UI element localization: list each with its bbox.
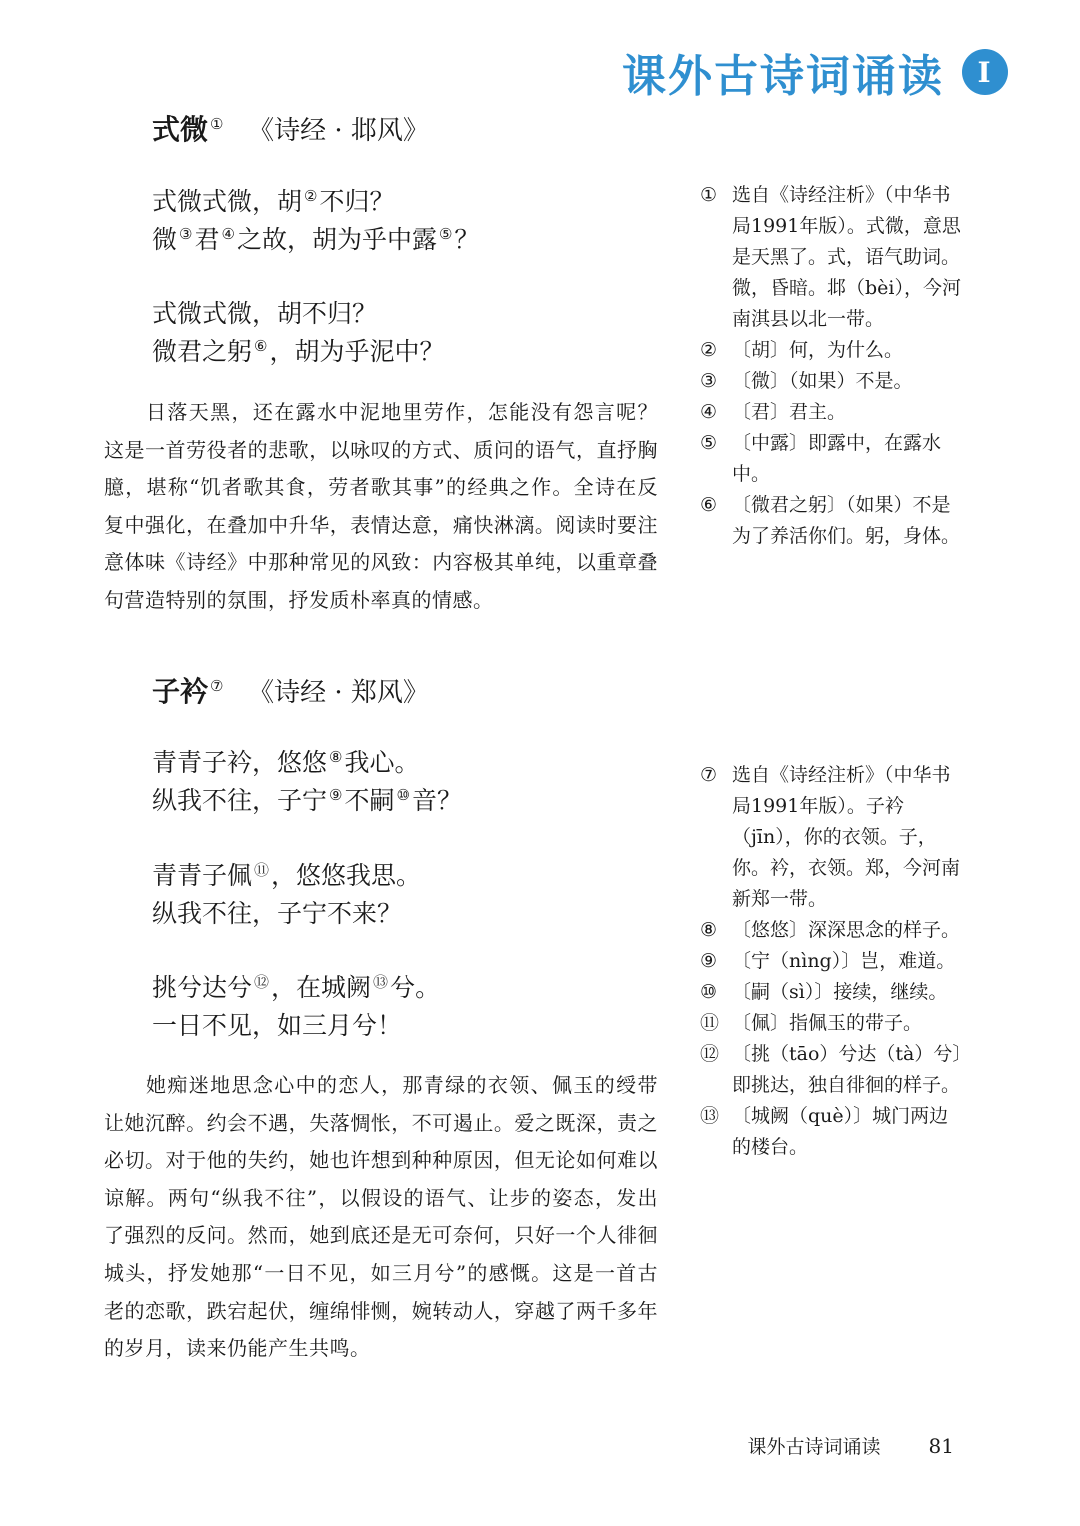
footnote-text: 〔君〕君主。: [732, 401, 847, 423]
poem-line: [152, 857, 421, 895]
text: 微: [152, 225, 178, 254]
footnote-text: 〔微〕（如果）不是。: [732, 370, 913, 392]
poem1-stanza-2: [152, 295, 444, 371]
footnote: [700, 946, 962, 977]
poem-line: [152, 183, 479, 221]
note-ref: ⑬: [373, 972, 389, 991]
footnote: [700, 1039, 962, 1101]
note-ref: ⑨: [329, 785, 343, 804]
section-title: 课外古诗词诵读: [622, 51, 944, 102]
section-header: [622, 40, 1008, 104]
footnote-number: ⑤: [700, 432, 718, 454]
section-badge: I: [962, 49, 1008, 95]
footnote-text: 〔宁（nìng）〕岂，难道。: [732, 950, 956, 972]
text: 青青子衿，悠悠: [152, 748, 328, 777]
footnote-number: ②: [700, 339, 718, 361]
text: 青青子佩: [152, 861, 253, 890]
note-ref: ⑧: [329, 747, 343, 766]
note-ref: ⑪: [254, 860, 270, 879]
footnote-number: ⑨: [700, 950, 718, 972]
footnote-number: ③: [700, 370, 718, 392]
poem2-source: 《诗经 · 郑风》: [248, 678, 429, 708]
footnote-number: ④: [700, 401, 718, 423]
poem1-name: 式微: [152, 113, 209, 146]
note-ref: ⑫: [254, 972, 270, 991]
note-ref: ⑥: [254, 336, 268, 355]
note-ref: ②: [304, 186, 318, 205]
footnote: [700, 397, 962, 428]
footnote-number: ⑬: [700, 1105, 720, 1127]
footnote-text: 〔嗣（sì）〕接续，继续。: [732, 981, 948, 1003]
text: 式微式微，胡: [152, 187, 303, 216]
footnote: [700, 428, 962, 490]
footnote-text: 选自《诗经注析》（中华书局1991年版）。子衿（jīn），你的衣领。子，你。衿，衣领。郑，今河南新郑一带。: [732, 764, 961, 910]
poem-line: [152, 782, 462, 820]
footnote-number: ①: [700, 184, 718, 206]
text: 不嗣: [344, 786, 395, 815]
footnote-text: 〔挑（tāo）兮达（tà）兮〕即挑达，独自徘徊的样子。: [732, 1043, 962, 1096]
text: 不归？: [319, 187, 395, 216]
footnote: [700, 366, 962, 397]
footnote-text: 〔微君之躬〕（如果）不是为了养活你们。躬，身体。: [732, 494, 961, 547]
poem-line: [152, 744, 462, 782]
footer-label: 课外古诗词诵读: [747, 1436, 881, 1458]
footnote-text: 〔胡〕何，为什么。: [732, 339, 904, 361]
poem-line: [152, 333, 444, 371]
footnote-number: ⑩: [700, 981, 718, 1003]
note-ref: ⑩: [396, 785, 410, 804]
text: 君: [194, 225, 220, 254]
text: 纵我不往，子宁: [152, 786, 328, 815]
note-ref: ④: [221, 224, 235, 243]
footnote-number: ⑥: [700, 494, 718, 516]
text: 之故，胡为乎中露: [236, 225, 437, 254]
poem1-title: [152, 108, 429, 148]
poem2-stanza-3: [152, 969, 440, 1045]
poem2-commentary: 她痴迷地思念心中的恋人，那青绿的衣领、佩玉的绶带让她沉醉。约会不遇，失落惆怅，不可遏止。爱之既深，责之必切。对于他的失约，她也许想到种种原因，但无论如何难以谅解。两句“纵我不往”，以假设的语气、让步的姿态，发出了强烈的反问。然而，她到底还是无可奈何，只好一个人徘徊城头，抒发她那“一日不见，如三月兮”的感慨。这是一首古老的恋歌，跌宕起伏，缠绵悱恻，婉转动人，穿越了两千多年的岁月，读来仍能产生共鸣。: [104, 1073, 658, 1361]
note-ref: ③: [179, 224, 193, 243]
text: ，胡为乎泥中？: [269, 337, 445, 366]
poem2-stanza-1: [152, 744, 462, 820]
footnote: [700, 1008, 962, 1039]
poem1-commentary: 日落天黑，还在露水中泥地里劳作，怎能没有怨言呢？这是一首劳役者的悲歌，以咏叹的方式、质问的语气，直抒胸臆，堪称“饥者歌其食，劳者歌其事”的经典之作。全诗在反复中强化，在叠加中升华，表情达意，痛快淋漓。阅读时要注意体味《诗经》中那种常见的风致：内容极其单纯，以重章叠句营造特别的氛围，抒发质朴率真的情感。: [104, 400, 658, 612]
footnote-text: 〔中露〕即露中，在露水中。: [732, 432, 942, 485]
poem1-title-note: ①: [210, 115, 224, 133]
poem2-stanza-2: [152, 857, 421, 933]
notes-poem2: [700, 760, 962, 1163]
page-footer: [748, 1432, 954, 1459]
poem2-title-note: ⑦: [210, 677, 224, 695]
poem-line: 式微式微，胡不归？: [152, 299, 378, 328]
text: ，在城阙: [271, 973, 372, 1002]
footnote: [700, 335, 962, 366]
footnote: [700, 180, 962, 335]
text: 挑兮达兮: [152, 973, 253, 1002]
text: ？: [454, 225, 480, 254]
notes-poem1: [700, 180, 962, 552]
footnote-text: 〔悠悠〕深深思念的样子。: [732, 919, 961, 941]
note-ref: ⑤: [438, 224, 453, 243]
poem2-name: 子衿: [152, 675, 209, 708]
poem2-title: [152, 670, 429, 710]
poem1-stanza-1: [152, 183, 479, 259]
footnote-text: 〔佩〕指佩玉的带子。: [732, 1012, 923, 1034]
text: ，悠悠我思。: [271, 861, 422, 890]
poem1-source: 《诗经 · 邶风》: [248, 116, 429, 146]
footnote: [700, 490, 962, 552]
footnote: [700, 1101, 962, 1163]
poem-line: 一日不见，如三月兮！: [152, 1011, 403, 1040]
poem-line: [152, 221, 479, 259]
footnote-number: ⑦: [700, 764, 718, 786]
text: 我心。: [344, 748, 420, 777]
footnote-number: ⑧: [700, 919, 718, 941]
page-number: 81: [928, 1434, 954, 1458]
footnote-number: ⑫: [700, 1043, 720, 1065]
footnote-text: 选自《诗经注析》（中华书局1991年版）。式微，意思是天黑了。式，语气助词。微，昏暗。邶（bèi），今河南淇县以北一带。: [732, 184, 961, 330]
poem-line: [152, 969, 440, 1007]
text: 兮。: [390, 973, 441, 1002]
footnote-number: ⑪: [700, 1012, 720, 1034]
text: 微君之躬: [152, 337, 253, 366]
footnote: [700, 915, 962, 946]
footnote: [700, 977, 962, 1008]
poem-line: 纵我不往，子宁不来？: [152, 899, 403, 928]
footnote-text: 〔城阙（què）〕城门两边的楼台。: [732, 1105, 949, 1158]
text: 音？: [411, 786, 462, 815]
footnote: [700, 760, 962, 915]
